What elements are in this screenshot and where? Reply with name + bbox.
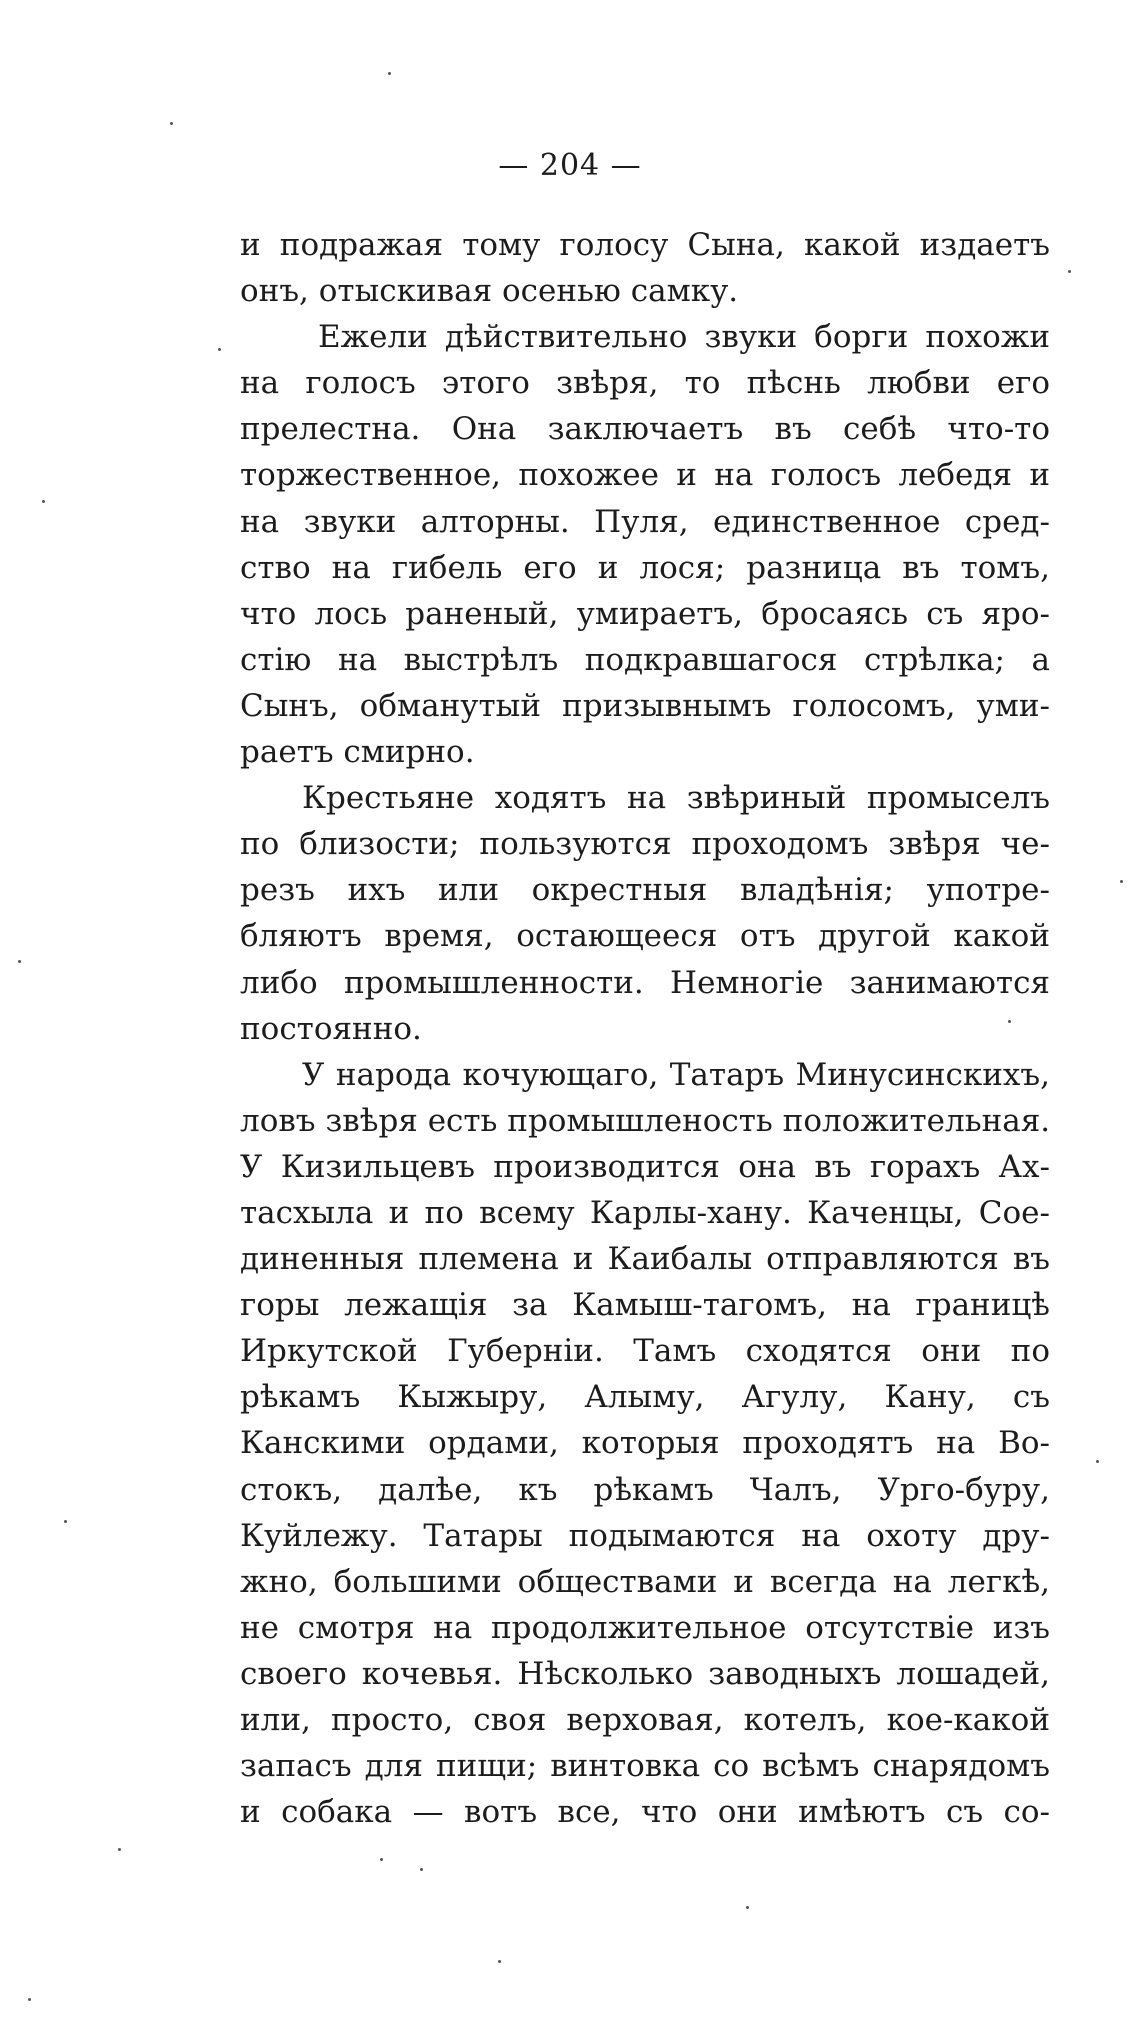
text-line: ство на гибель его и лося; разница въ томъ, [240,549,1050,586]
text-line: диненныя племена и Каибалы отправляются въ [240,1241,1050,1278]
scan-speck [218,348,221,351]
text-line: и собака — вотъ все, что они имѣютъ съ со- [240,1794,1050,1831]
scan-speck [420,1868,423,1871]
text-line: Канскими ордами, которыя проходятъ на Во- [240,1425,1050,1462]
paragraph-start-line: У народа кочующаго, Татаръ Минусинскихъ, [302,1056,1050,1093]
text-line: бляютъ время, остающееся отъ другой какой [240,918,1050,955]
text-line: на голосъ этого звѣря, то пѣснь любви его [240,365,1050,402]
page-number: — 204 — [498,148,642,183]
text-line: Сынъ, обманутый призывнымъ голосомъ, уми- [240,687,1050,724]
text-line: У Кизильцевъ производится она въ горахъ Ах- [240,1148,1050,1185]
text-line: стокъ, далѣе, къ рѣкамъ Чалъ, Урго-буру, [240,1471,1050,1508]
text-line: и подражая тому голосу Сына, какой издаетъ [240,227,1050,263]
paragraph-start-line: Крестьяне ходятъ на звѣриный промыселъ [302,780,1050,817]
text-line: своего кочевья. Нѣсколько заводныхъ лошадей, [240,1655,1050,1692]
scan-speck [42,500,45,503]
text-line: либо промышленности. Немногіе занимаются [240,964,1050,1001]
text-line: не смотря на продолжительное отсутствіе изъ [240,1609,1050,1646]
scan-speck [170,122,173,125]
scan-speck [1008,1020,1011,1023]
text-line: на звуки алторны. Пуля, единственное сред- [240,503,1050,540]
text-line: запасъ для пищи; винтовка со всѣмъ снарядомъ [240,1748,1050,1785]
text-line: раетъ смирно. [240,734,475,771]
text-line: жно, большими обществами и всегда на легкѣ, [240,1563,1050,1600]
text-line: или, просто, своя верховая, котелъ, кое-какой [240,1702,1050,1738]
text-line: стію на выстрѣлъ подкравшагося стрѣлка; а [240,641,1050,678]
text-line: по близости; пользуются проходомъ звѣря че- [240,826,1050,863]
text-line: прелестна. Она заключаетъ въ себѣ что-то [240,411,1050,448]
scan-speck [388,72,391,75]
scan-speck [1120,880,1123,883]
text-line: Иркутской Губерніи. Тамъ сходятся они по [240,1333,1050,1370]
scan-speck [64,1520,67,1523]
text-line: рѣкамъ Кыжыру, Алыму, Агулу, Кану, съ [240,1379,1050,1416]
text-line: онъ, отыскивая осенью самку. [240,273,739,310]
scan-speck [18,960,21,963]
scan-speck [1068,270,1071,273]
paragraph-start-line: Ежели дѣйствительно звуки борги похожи [318,319,1050,356]
scan-speck [1096,1460,1099,1463]
scan-speck [498,1960,501,1963]
text-line: горы лежащія за Камыш-тагомъ, на границѣ [240,1287,1050,1324]
text-line: торжественное, похожее и на голосъ лебедя и [240,457,1050,494]
text-line: тасхыла и по всему Карлы-хану. Каченцы, Сое- [240,1194,1050,1231]
scan-speck [746,1906,749,1909]
scan-speck [118,1848,121,1851]
scan-speck [28,1998,31,2001]
text-line: Куйлежу. Татары подымаются на охоту дру- [240,1517,1050,1554]
scan-speck [380,1858,383,1861]
text-line: резъ ихъ или окрестныя владѣнія; употре- [240,872,1050,909]
text-line: что лось раненый, умираетъ, бросаясь съ яро- [240,595,1050,632]
text-line: постоянно. [240,1010,422,1047]
page-text [240,222,1050,1835]
text-line: ловъ звѣря есть промышленость положительная. [240,1102,1051,1139]
